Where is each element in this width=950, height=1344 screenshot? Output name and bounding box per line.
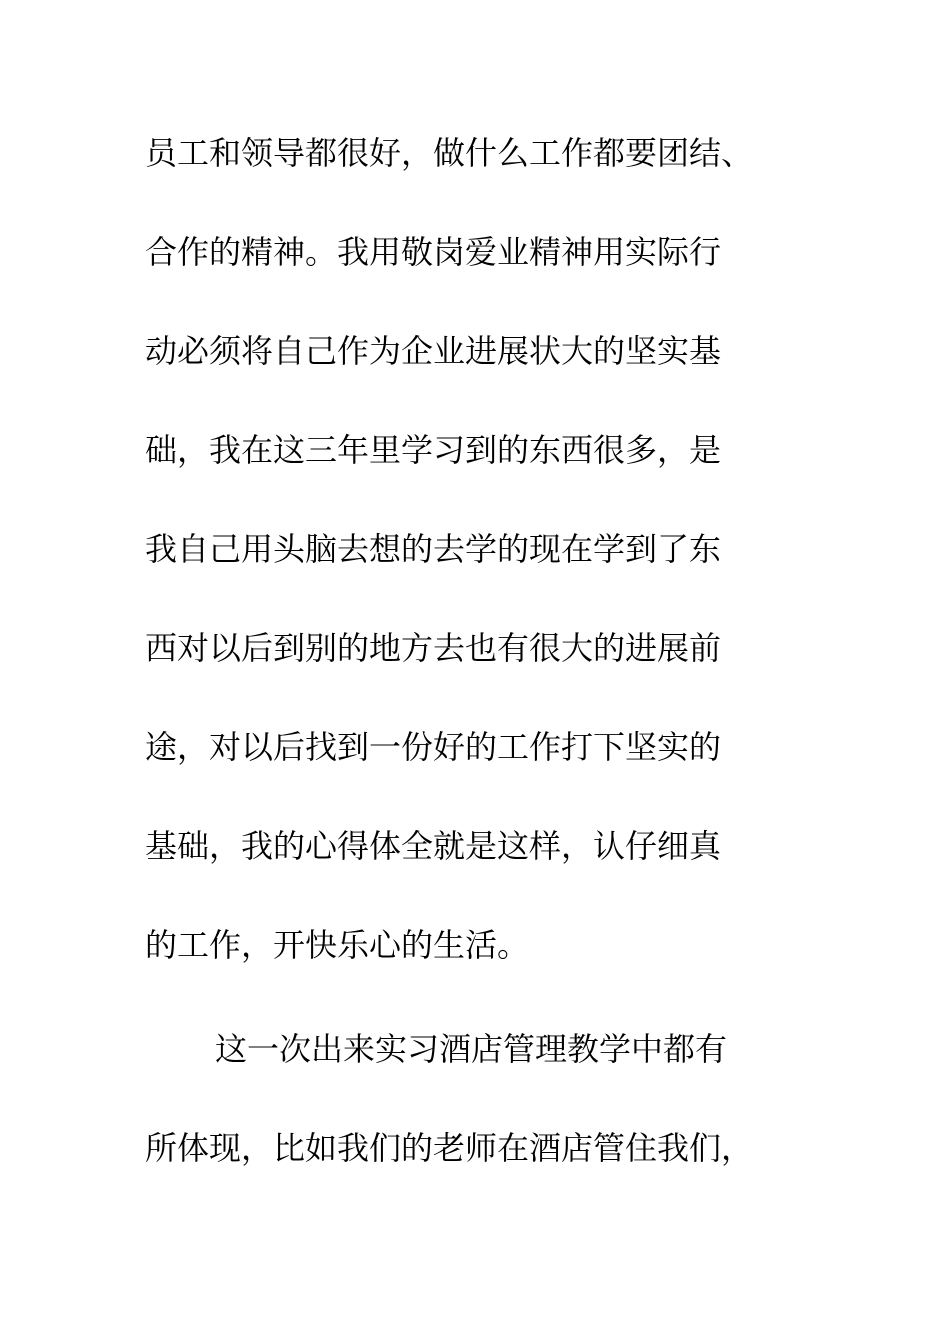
text-line: 西对以后到别的地方去也有很大的进展前: [145, 629, 722, 667]
text-line: 基础，我的心得体全就是这样，认仔细真: [145, 827, 722, 865]
text-line: 途，对以后找到一份好的工作打下坚实的: [145, 728, 722, 766]
text-line: 我自己用头脑去想的去学的现在学到了东: [145, 530, 722, 568]
text-line: 员工和领导都很好，做什么工作都要团结、: [145, 134, 754, 172]
text-line: 所体现，比如我们的老师在酒店管住我们，: [145, 1129, 754, 1167]
text-line: 的工作，开快乐心的生活。: [145, 926, 530, 964]
text-line: 合作的精神。我用敬岗爱业精神用实际行: [145, 233, 722, 271]
text-line: 动必须将自己作为企业进展状大的坚实基: [145, 332, 722, 370]
text-line: 础，我在这三年里学习到的东西很多，是: [145, 431, 722, 469]
paragraph-first-line: 这一次出来实习酒店管理教学中都有: [215, 1030, 728, 1068]
